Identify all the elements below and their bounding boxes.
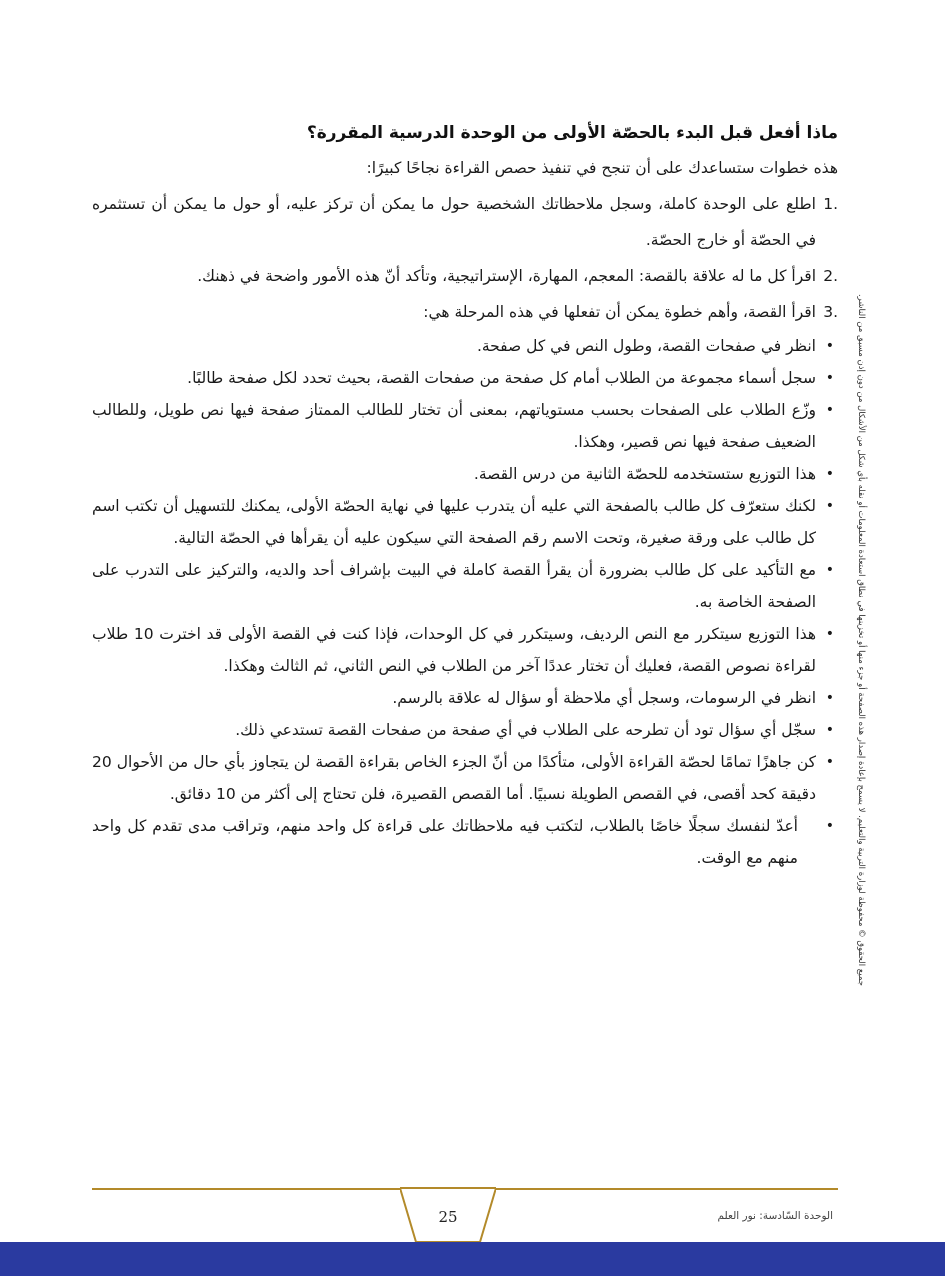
bullet-icon: • (825, 754, 834, 770)
bullet-icon: • (825, 626, 834, 642)
bullet-text: انظر في الرسومات، وسجل أي ملاحظة أو سؤال له علاقة بالرسم. (392, 689, 816, 707)
bullet-item (92, 362, 838, 394)
bullet-icon: • (825, 338, 834, 354)
bullet-item (92, 490, 838, 554)
page-content (92, 118, 838, 874)
bullet-text: سجّل أي سؤال تود أن تطرحه على الطلاب في أي صفحة من صفحات القصة تستدعي ذلك. (235, 721, 816, 739)
section-heading: ماذا أفعل قبل البدء بالحصّة الأولى من الوحدة الدرسية المقررة؟ (306, 123, 838, 143)
bullet-item (92, 394, 838, 458)
bullet-item (92, 746, 838, 810)
bullet-icon: • (825, 402, 834, 418)
bullet-icon: • (825, 562, 834, 578)
step-item (92, 258, 838, 294)
step-text: اقرأ كل ما له علاقة بالقصة: المعجم، المهارة، الإستراتيجية، وتأكد أنّ هذه الأمور واضحة في ذهنك. (197, 267, 816, 285)
bullet-text: أعدّ لنفسك سجلًا خاصًا بالطلاب، لتكتب فيه ملاحظاتك على قراءة كل واحد منهم، وتراقب مدى تقدم كل واحد منهم مع الوقت. (92, 817, 798, 867)
bullet-item (92, 682, 838, 714)
bullet-text: وزّع الطلاب على الصفحات بحسب مستوياتهم، بمعنى أن تختار للطالب الممتاز صفحة فيها نص طويل، وللطالب الضعيف صفحة فيها نص قصير، وهكذا. (92, 401, 816, 451)
bullet-icon: • (825, 466, 834, 482)
unit-label: الوحدة السّادسة: نور العلم (717, 1210, 833, 1222)
footer-band (0, 1242, 945, 1276)
bullet-item (92, 714, 838, 746)
bullet-icon: • (825, 722, 834, 738)
bullet-icon: • (825, 690, 834, 706)
step-number: 3. (823, 303, 838, 321)
bullet-item (92, 554, 838, 618)
page-number: 25 (438, 1208, 458, 1226)
bullet-text: انظر في صفحات القصة، وطول النص في كل صفحة. (476, 337, 816, 355)
bullet-text: هذا التوزيع ستستخدمه للحصّة الثانية من درس القصة. (473, 465, 816, 483)
step-text: اقرأ القصة، وأهم خطوة يمكن أن تفعلها في هذه المرحلة هي: (423, 303, 816, 321)
bullet-text: لكنك ستعرّف كل طالب بالصفحة التي عليه أن يتدرب عليها في نهاية الحصّة الأولى، يمكنك للتسهيل أن تكتب اسم كل طالب على ورقة صغيرة، وتحت الاسم رقم الصفحة التي سيكون عليه أن يقرأها في الحصّة التالية. (92, 497, 816, 547)
bullet-icon: • (825, 498, 834, 514)
bullet-item (92, 330, 838, 362)
intro-paragraph: هذه خطوات ستساعدك على أن تنجح في تنفيذ حصص القراءة نجاحًا كبيرًا: (366, 159, 838, 177)
bullet-item (92, 618, 838, 682)
bullet-text: هذا التوزيع سيتكرر مع النص الرديف، وسيتكرر في كل الوحدات، فإذا كنت في القصة الأولى قد اخترت 10 طلاب لقراءة نصوص القصة، فعليك أن تختار عددًا آخر من الطلاب في النص الثاني، ثم الثالث وهكذا. (92, 625, 816, 675)
steps-list (92, 186, 838, 330)
step-item (92, 294, 838, 330)
step-text: اطلع على الوحدة كاملة، وسجل ملاحظاتك الشخصية حول ما يمكن أن تركز عليه، أو حول ما يمكن أن تستثمره في الحصّة أو خارج الحصّة. (92, 195, 816, 249)
footer-rule-right (488, 1188, 838, 1190)
step-number: 1. (823, 195, 838, 213)
bullet-text: كن جاهزًا تمامًا لحصّة القراءة الأولى، متأكدًا من أنّ الجزء الخاص بقراءة القصة لن يتجاوز بأي حال من الأحوال 20 دقيقة كحد أقصى، في القصص الطويلة نسبيًا. أما القصص القصيرة، فلن تحتاج إلى أكثر من 10 دقائق. (92, 753, 816, 803)
bullet-text: سجل أسماء مجموعة من الطلاب أمام كل صفحة من صفحات القصة، بحيث تحدد لكل صفحة طالبًا. (187, 369, 816, 387)
bullet-icon: • (825, 370, 834, 386)
copyright-side-note: جميع الحقوق © محفوظة لوزارة التربية والتعليم. لا يسمح بإعادة إصدار هذه الصفحة أو جزء منها أو تخزينها في نطاق استعادة المعلومات أو نقله بأي شكل من الأشكال من دون إذن مسبق من الناشر. (856, 293, 866, 987)
step-item (92, 186, 838, 258)
footer-rule-left (92, 1188, 408, 1190)
bullet-icon: • (825, 818, 834, 834)
bullet-list (92, 330, 838, 874)
step-number: 2. (823, 267, 838, 285)
bullet-text: مع التأكيد على كل طالب بضرورة أن يقرأ القصة كاملة في البيت بإشراف أحد والديه، والتركيز على التدرب على الصفحة الخاصة به. (92, 561, 816, 611)
bullet-item (92, 458, 838, 490)
bullet-item (92, 810, 838, 874)
